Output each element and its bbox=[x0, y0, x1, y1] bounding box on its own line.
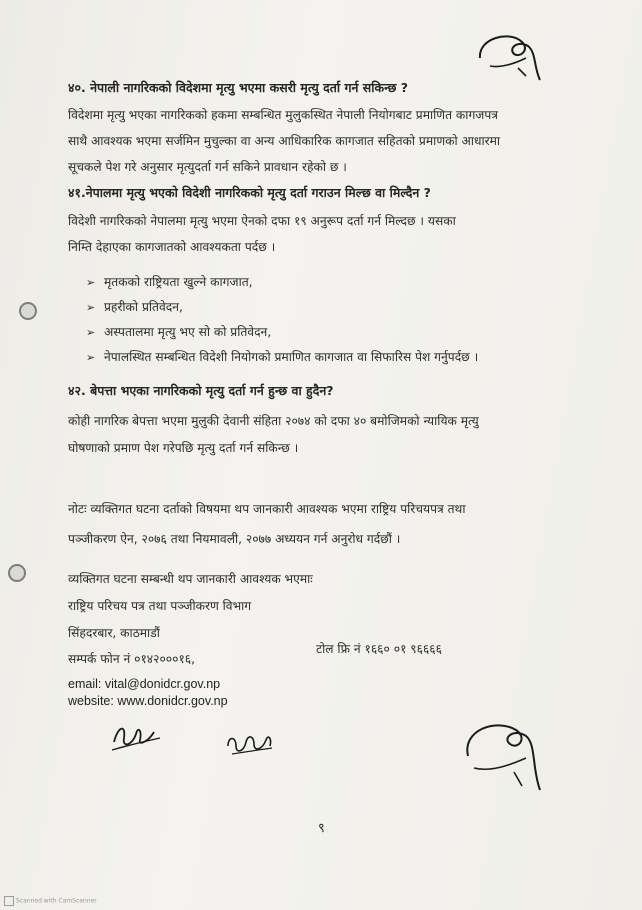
contact-email: email: vital@donidcr.gov.np bbox=[68, 677, 221, 691]
punch-hole-bottom bbox=[8, 564, 26, 582]
punch-hole-top bbox=[19, 302, 37, 320]
bullet-text: नेपालस्थित सम्बन्धित विदेशी नियोगको प्रमाणित कागजात वा सिफारिस पेश गर्नुपर्दछ । bbox=[104, 350, 479, 364]
q40-heading: ४०. नेपाली नागरिकको विदेशमा मृत्यु भएमा कसरी मृत्यु दर्ता गर्न सकिन्छ ? bbox=[68, 80, 409, 95]
camscanner-logo-icon bbox=[4, 896, 14, 906]
arrow-bullet-icon: ➢ bbox=[86, 351, 96, 364]
contact-tollfree: टोल फ्रि नं १६६० ०१ ९६६६६ bbox=[316, 642, 442, 656]
q41-line-2: निम्ति देहाएका कागजातको आवश्यकता पर्दछ । bbox=[68, 240, 276, 254]
q42-line-2: घोषणाको प्रमाण पेश गरेपछि मृत्यु दर्ता गर्न सकिन्छ । bbox=[68, 441, 299, 455]
q41-heading: ४१.नेपालमा मृत्यु भएको विदेशी नागरिकको मृत्यु दर्ता गराउन मिल्छ वा मिल्दैन ? bbox=[68, 185, 431, 200]
q40-line-1: विदेशमा मृत्यु भएका नागरिकको हकमा सम्बन्धित मुलुकस्थित नेपाली नियोगबाट प्रमाणित कागजपत्र bbox=[68, 108, 498, 122]
scanner-label: Scanned with CamScanner bbox=[16, 897, 97, 905]
arrow-bullet-icon: ➢ bbox=[86, 276, 96, 289]
q42-heading: ४२. बेपत्ता भएका नागरिकको मृत्यु दर्ता गर्न हुन्छ वा हुदैन? bbox=[68, 383, 334, 398]
signature-bottom-left bbox=[108, 716, 164, 756]
q40-line-2: साथै आवश्यक भएमा सर्जमिन मुचुल्का वा अन्य आधिकारिक कागजात सहितको प्रमाणको आधारमा bbox=[68, 134, 501, 148]
arrow-bullet-icon: ➢ bbox=[86, 326, 96, 339]
contact-address: सिंहदरबार, काठमाडौं bbox=[68, 626, 160, 640]
bullet-text: प्रहरीको प्रतिवेदन, bbox=[104, 300, 183, 314]
bullet-text: अस्पतालमा मृत्यु भए सो को प्रतिवेदन, bbox=[104, 325, 272, 339]
q40-line-3: सूचकले पेश गरे अनुसार मृत्युदर्ता गर्न सकिने प्रावधान रहेको छ । bbox=[68, 160, 347, 174]
signature-top-right bbox=[470, 28, 550, 86]
q41-bullet-3 bbox=[86, 323, 271, 340]
q42-line-1: कोही नागरिक बेपत्ता भएमा मुलुकी देवानी संहिता २०७४ को दफा ४० बमोजिमको न्यायिक मृत्यु bbox=[68, 414, 479, 428]
contact-website: website: www.donidcr.gov.np bbox=[68, 694, 228, 708]
signature-bottom-middle bbox=[222, 728, 278, 760]
contact-phone: सम्पर्क फोन नं ०१४२०००१६, bbox=[68, 652, 196, 666]
arrow-bullet-icon: ➢ bbox=[86, 301, 96, 314]
bullet-text: मृतकको राष्ट्रियता खुल्ने कागजात, bbox=[104, 275, 253, 289]
q41-bullet-2 bbox=[86, 298, 183, 315]
q41-bullet-4 bbox=[86, 348, 478, 365]
signature-bottom-right bbox=[456, 716, 552, 800]
contact-department: राष्ट्रिय परिचय पत्र तथा पञ्जीकरण विभाग bbox=[68, 599, 252, 613]
note-line-1: नोटः व्यक्तिगत घटना दर्ताको विषयमा थप जानकारी आवश्यक भएमा राष्ट्रिय परिचयपत्र तथा bbox=[68, 502, 466, 516]
contact-intro: व्यक्तिगत घटना सम्बन्धी थप जानकारी आवश्यक भएमाः bbox=[68, 572, 313, 586]
note-line-2: पञ्जीकरण ऐन, २०७६ तथा नियमावली, २०७७ अध्ययन गर्न अनुरोध गर्दछौं । bbox=[68, 532, 401, 546]
scanner-watermark bbox=[4, 896, 97, 906]
q41-line-1: विदेशी नागरिकको नेपालमा मृत्यु भएमा ऐनको दफा १९ अनुरूप दर्ता गर्न मिल्दछ । यसका bbox=[68, 214, 456, 228]
q41-bullet-1 bbox=[86, 273, 253, 290]
page-number: ९ bbox=[318, 821, 325, 836]
